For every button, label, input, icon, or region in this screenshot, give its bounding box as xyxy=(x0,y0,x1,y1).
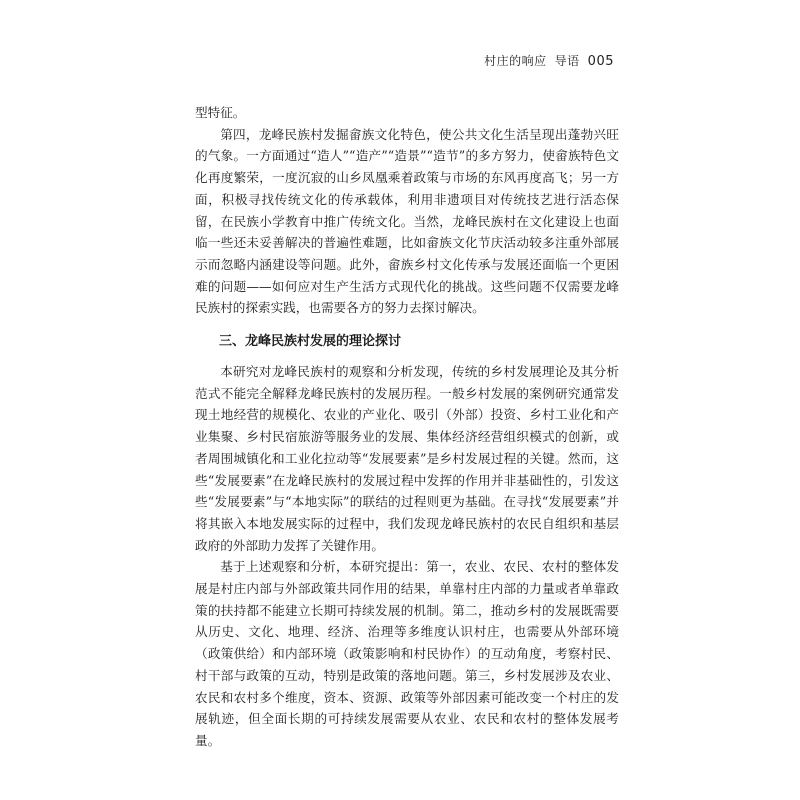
paragraph-culture: 第四，龙峰民族村发掘畲族文化特色，使公共文化生活呈现出蓬勃兴旺的气象。一方面通过“造人”“造产”“造景”“造节”的多方努力，使畲族特色文化再度繁荣，一度沉寂的山乡凤凰乘着政策与市场的东风再度高飞；另一方面，积极寻找传统文化的传承载体，利用非遗项目对传统技艺进行活态保留，在民族小学教育中推广传统文化。当然，龙峰民族村在文化建设上也面临一些还未妥善解决的普遍性难题，比如畲族文化节庆活动较多注重外部展示而忽略内涵建设等问题。此外，畲族乡村文化传承与发展还面临一个更困难的问题——如何应对生产生活方式现代化的挑战。这些问题不仅需要龙峰民族村的探索实践，也需要各方的努力去探讨解决。 xyxy=(195,126,619,316)
body-text xyxy=(195,102,619,752)
page-number: 005 xyxy=(587,54,614,69)
paragraph-theory: 本研究对龙峰民族村的观察和分析发现，传统的乡村发展理论及其分析范式不能完全解释龙峰民族村的发展历程。一般乡村发展的案例研究通常发现土地经营的规模化、农业的产业化、吸引（外部）投资、乡村工业化和产业集聚、乡村民宿旅游等服务业的发展、集体经济经营组织模式的创新，或者周围城镇化和工业化拉动等“发展要素”是乡村发展过程的关键。然而，这些“发展要素”在龙峰民族村的发展过程中发挥的作用并非基础性的，引发这些“发展要素”与“本地实际”的联结的过程则更为基础。在寻找“发展要素”并将其嵌入本地发展实际的过程中，我们发现龙峰民族村的农民自组织和基层政府的外部助力发挥了关键作用。 xyxy=(195,364,619,553)
paragraph-continuation: 型特征。 xyxy=(195,105,246,120)
paragraph-findings: 基于上述观察和分析，本研究提出：第一，农业、农民、农村的整体发展是村庄内部与外部政策共同作用的结果，单靠村庄内部的力量或者单靠政策的扶持都不能建立长期可持续发展的机制。第二，推动乡村的发展既需要从历史、文化、地理、经济、治理等多维度认识村庄，也需要从外部环境（政策供给）和内部环境（政策影响和村民协作）的互动角度，考察村民、村干部与政策的互动，特别是政策的落地问题。第三，乡村发展涉及农业、农民和农村多个维度，资本、资源、政策等外部因素可能改变一个村庄的发展轨迹，但全面长期的可持续发展需要从农业、农民和农村的整体发展考量。 xyxy=(195,559,619,748)
section-heading: 三、龙峰民族村发展的理论探讨 xyxy=(219,334,402,350)
chapter-title: 村庄的响应 xyxy=(484,54,547,68)
running-header xyxy=(484,52,614,69)
section-title: 导语 xyxy=(554,54,580,68)
